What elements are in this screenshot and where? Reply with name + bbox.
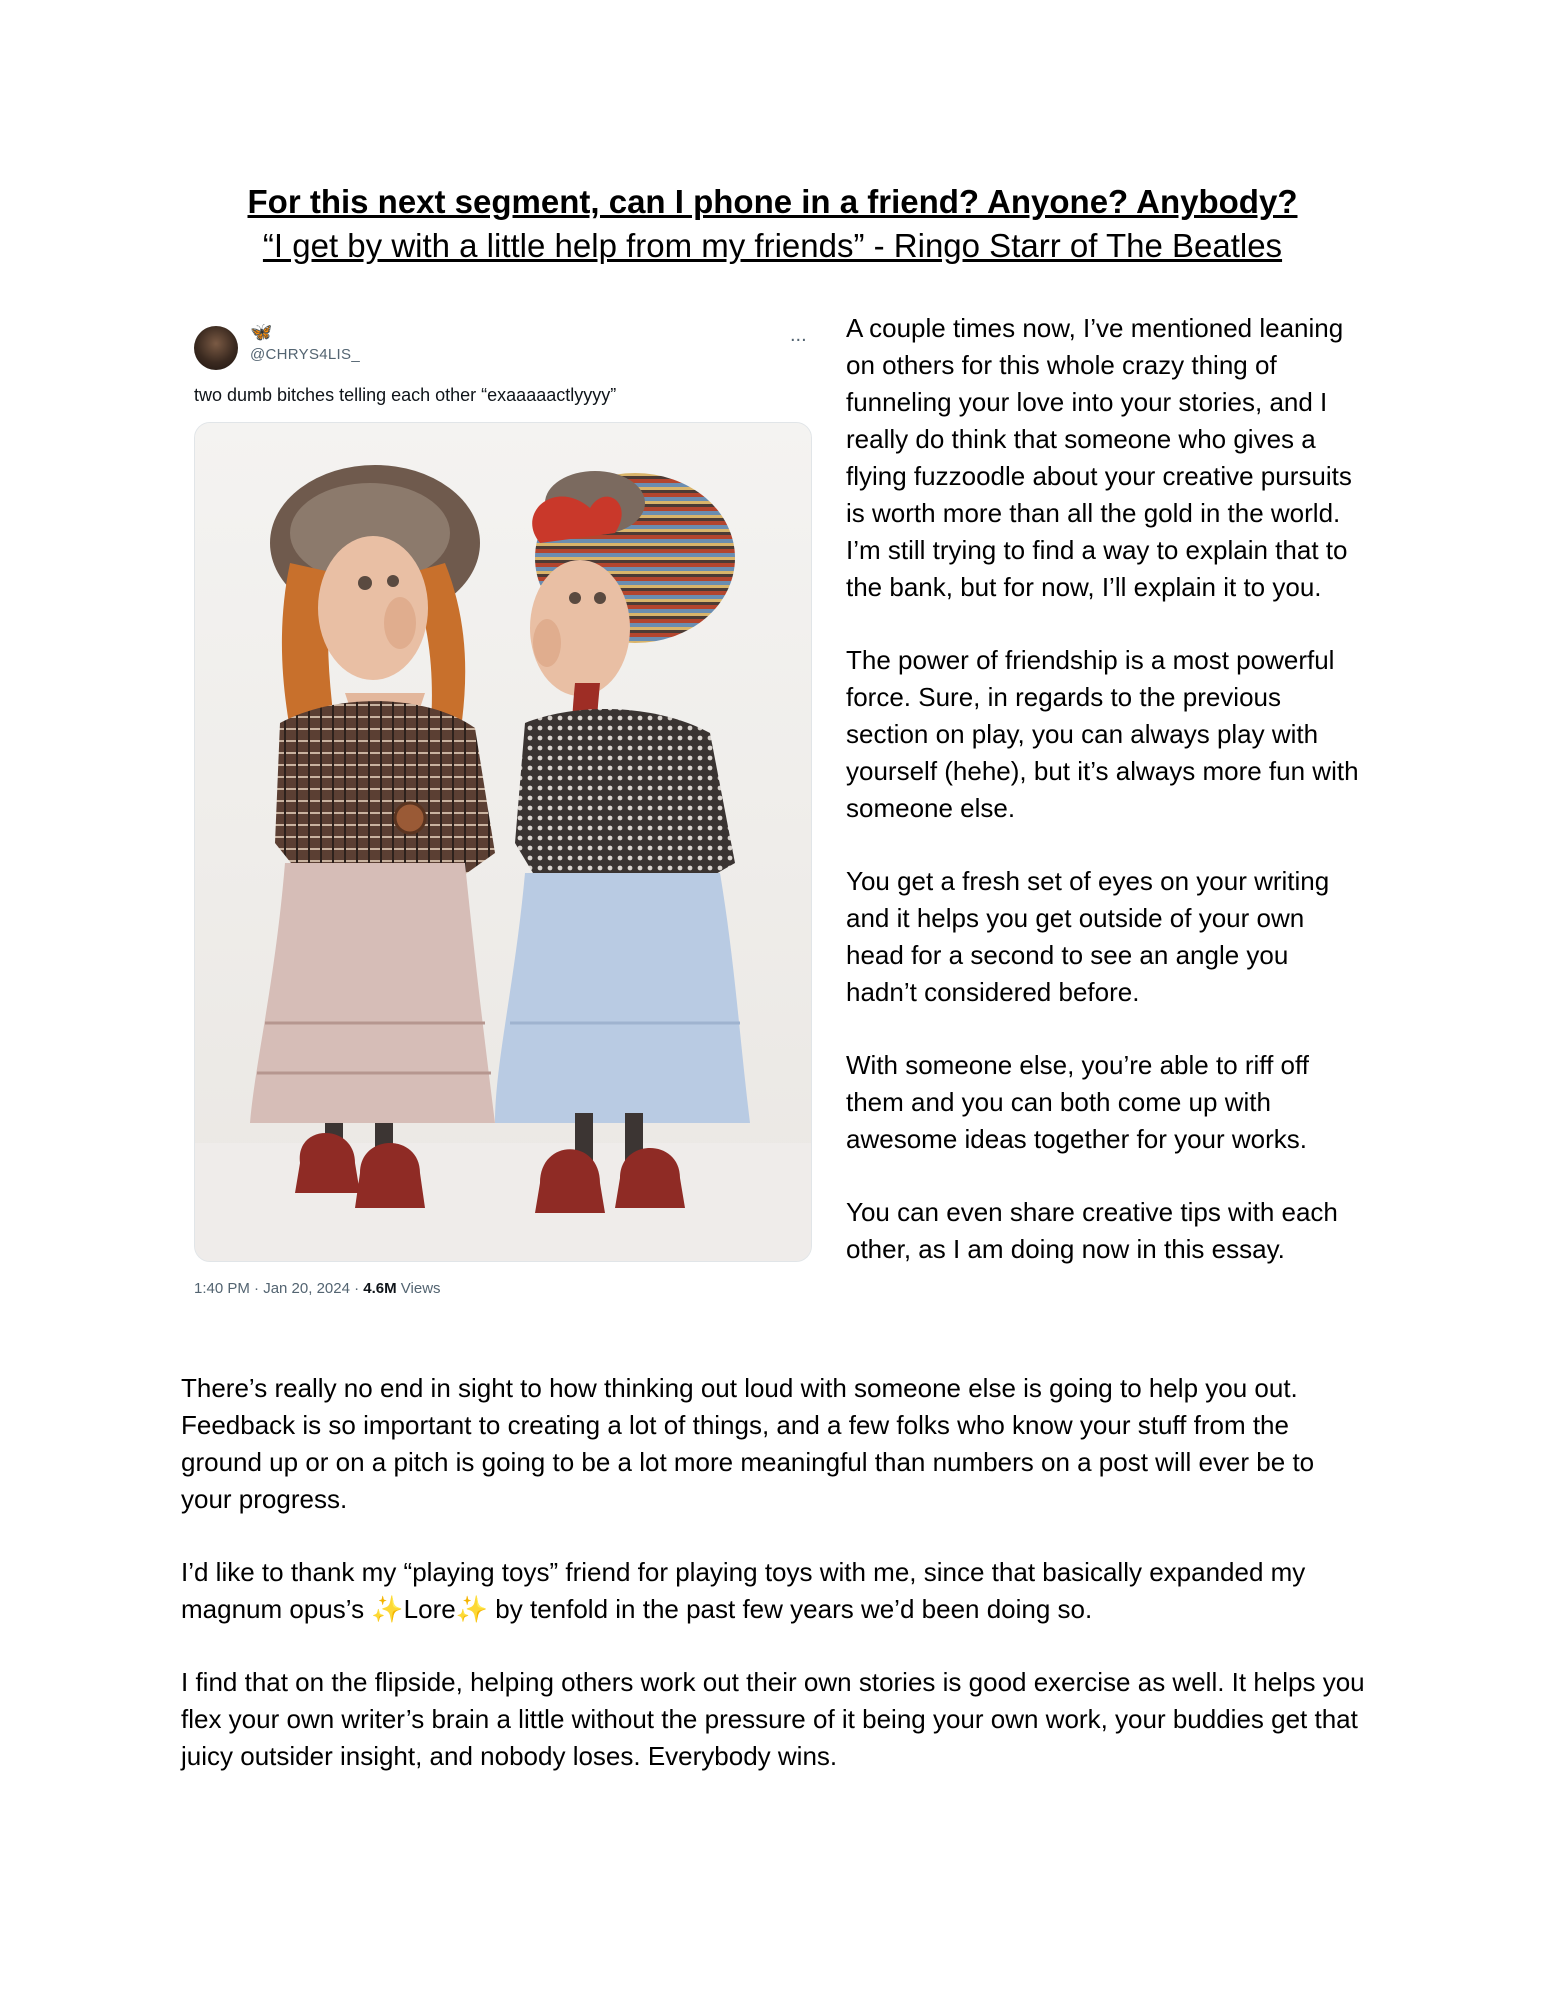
document-heading [0,180,1545,268]
tweet-timestamp [194,1280,441,1297]
paragraph: The power of friendship is a most powerful force. Sure, in regards to the previous section on play, you can always play with yourself (hehe), but it’s always more fun with someone else. [846,645,1359,823]
paragraph: I’d like to thank my “playing toys” friend for playing toys with me, since that basically expanded my magnum opus’s ✨Lore✨ by tenfold in the past few years we’d been doing so. [181,1557,1306,1624]
paragraph: A couple times now, I’ve mentioned leaning on others for this whole crazy thing of funneling your love into your stories, and I really do think that someone who gives a flying fuzzoodle about your creative pursuits is worth more than all the gold in the world. I’m still trying to find a way to explain that to the bank, but for now, I’ll explain it to you. [846,313,1352,602]
embedded-tweet [192,318,812,1308]
body-text [181,1370,1371,1811]
paragraph: With someone else, you’re able to riff off them and you can both come up with awesome ideas together for your works. [846,1050,1309,1154]
paragraph: You can even share creative tips with each other, as I am doing now in this essay. [846,1197,1338,1264]
tweet-views-label: Views [396,1280,441,1297]
dolls-illustration [195,423,811,1261]
more-options-icon: ... [790,324,807,346]
paragraph: There’s really no end in sight to how thinking out loud with someone else is going to help you out. Feedback is so important to creating a lot of things, and a few folks who know your stuff from the ground up or on a pitch is going to be a lot more meaningful than numbers on a post will ever be to your progress. [181,1373,1315,1514]
avatar [194,326,238,370]
butterfly-icon: 🦋 [250,322,273,342]
paragraph: You get a fresh set of eyes on your writing and it helps you get outside of your own head for a second to see an angle you hadn’t considered before. [846,866,1330,1007]
tweet-views-count: 4.6M [363,1280,397,1297]
tweet-handle: @CHRYS4LIS_ [250,346,360,363]
tweet-text: two dumb bitches telling each other “exaaaaactlyyyy” [194,385,617,405]
section-subtitle-quote: “I get by with a little help from my friends” - Ringo Starr of The Beatles [262,227,1283,264]
tweet-photo-dolls [194,422,812,1262]
paragraph: I find that on the flipside, helping others work out their own stories is good exercise as well. It helps you flex your own writer’s brain a little without the pressure of it being your own work, your buddies get that juicy outsider insight, and nobody loses. Everybody wins. [181,1667,1365,1771]
tweet-time: 1:40 PM · Jan 20, 2024 · [194,1280,364,1297]
right-column-text [846,310,1366,1304]
section-title: For this next segment, can I phone in a friend? Anyone? Anybody? [247,183,1298,220]
